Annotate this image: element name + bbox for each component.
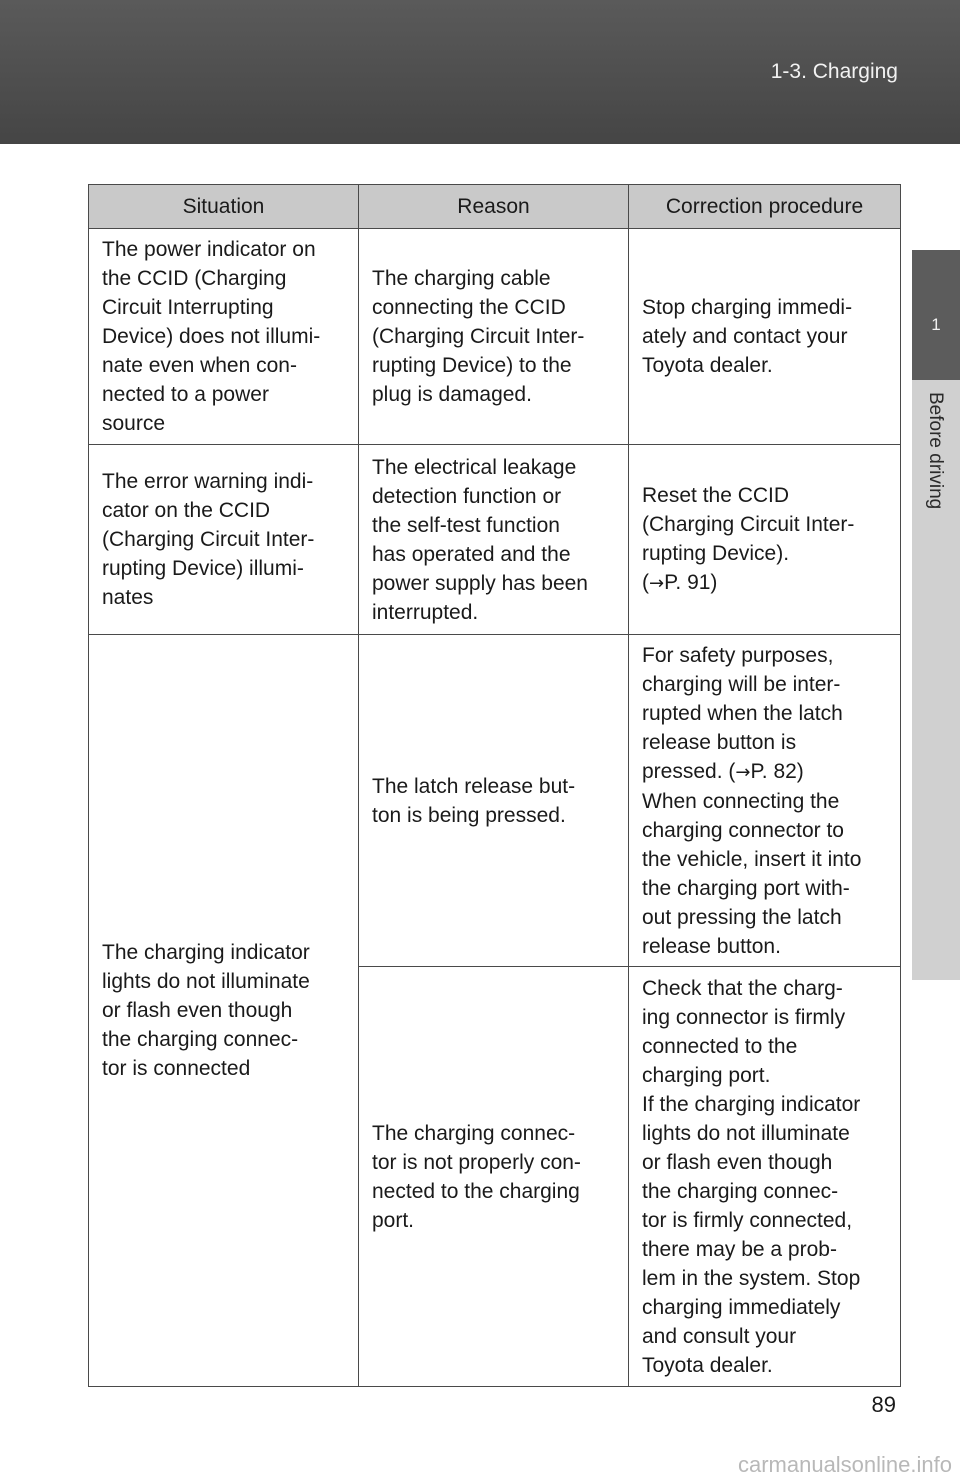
table-row [89, 635, 901, 967]
reason-cell [359, 229, 629, 445]
situation-cell [89, 445, 359, 635]
troubleshooting-table [88, 184, 901, 1387]
correction-text [642, 644, 843, 783]
reference-text: P. 82) [750, 759, 804, 783]
correction-text: Check that the charg- ing connector is firmly connected to the charging port. If the charging indicator lights do not illuminate or flash even though the charging connec- tor is firmly connected, there may be a prob- lem in the system. Stop charging immediately and consult your Toyota dealer. [642, 976, 861, 1377]
table-row [89, 229, 901, 445]
correction-cell [629, 635, 901, 967]
chapter-label: Before driving [925, 392, 946, 510]
reason-text: The charging cable connecting the CCID (Charging Circuit Inter- rupting Device) to the plug is damaged. [372, 267, 585, 406]
page-number: 89 [871, 1392, 896, 1417]
correction-text: Stop charging immedi- ately and contact your Toyota dealer. [642, 296, 853, 377]
chapter-number: 1 [931, 315, 941, 334]
correction-cell [629, 229, 901, 445]
reason-cell [359, 635, 629, 967]
correction-cell [629, 967, 901, 1387]
situation-text: The error warning indi- cator on the CCID (Charging Circuit Inter- rupting Device) illumi- nates [102, 470, 315, 609]
column-header-situation: Situation [89, 185, 359, 229]
reason-text: The latch release but- ton is being pressed. [372, 774, 576, 827]
table-row [89, 445, 901, 635]
arrow-right-icon: → [735, 761, 751, 783]
reason-text: The electrical leakage detection function or the self-test function has operated and the power supply has been interrupted. [372, 455, 588, 624]
reason-text: The charging connec- tor is not properly con- nected to the charging port. [372, 1121, 581, 1232]
watermark: carmanualsonline.info [737, 1452, 952, 1477]
column-header-correction: Correction procedure [629, 185, 901, 229]
page-reference [642, 571, 717, 594]
column-header-reason: Reason [359, 185, 629, 229]
reason-cell [359, 967, 629, 1387]
correction-text-part-b: When connecting the charging connector to the vehicle, insert it into the charging port with- out pressing the latch release button. [642, 789, 862, 958]
situation-cell [89, 635, 359, 1387]
correction-text-part-a: For safety purposes, charging will be inter- rupted when the latch release button is pressed. ( [642, 643, 843, 783]
reference-open-paren: ( [642, 571, 649, 594]
section-title: 1-3. Charging [770, 60, 898, 83]
situation-text: The charging indicator lights do not illuminate or flash even though the charging connec- tor is connected [102, 941, 310, 1080]
situation-cell [89, 229, 359, 445]
correction-text: Reset the CCID (Charging Circuit Inter- rupting Device). [642, 484, 855, 565]
situation-text: The power indicator on the CCID (Charging Circuit Interrupting Device) does not illumi- nate even when con- nected to a power source [102, 238, 321, 435]
table-header-row [89, 185, 901, 229]
reference-text: P. 91) [664, 571, 718, 594]
correction-cell [629, 445, 901, 635]
reason-cell [359, 445, 629, 635]
arrow-right-icon: → [649, 573, 665, 594]
